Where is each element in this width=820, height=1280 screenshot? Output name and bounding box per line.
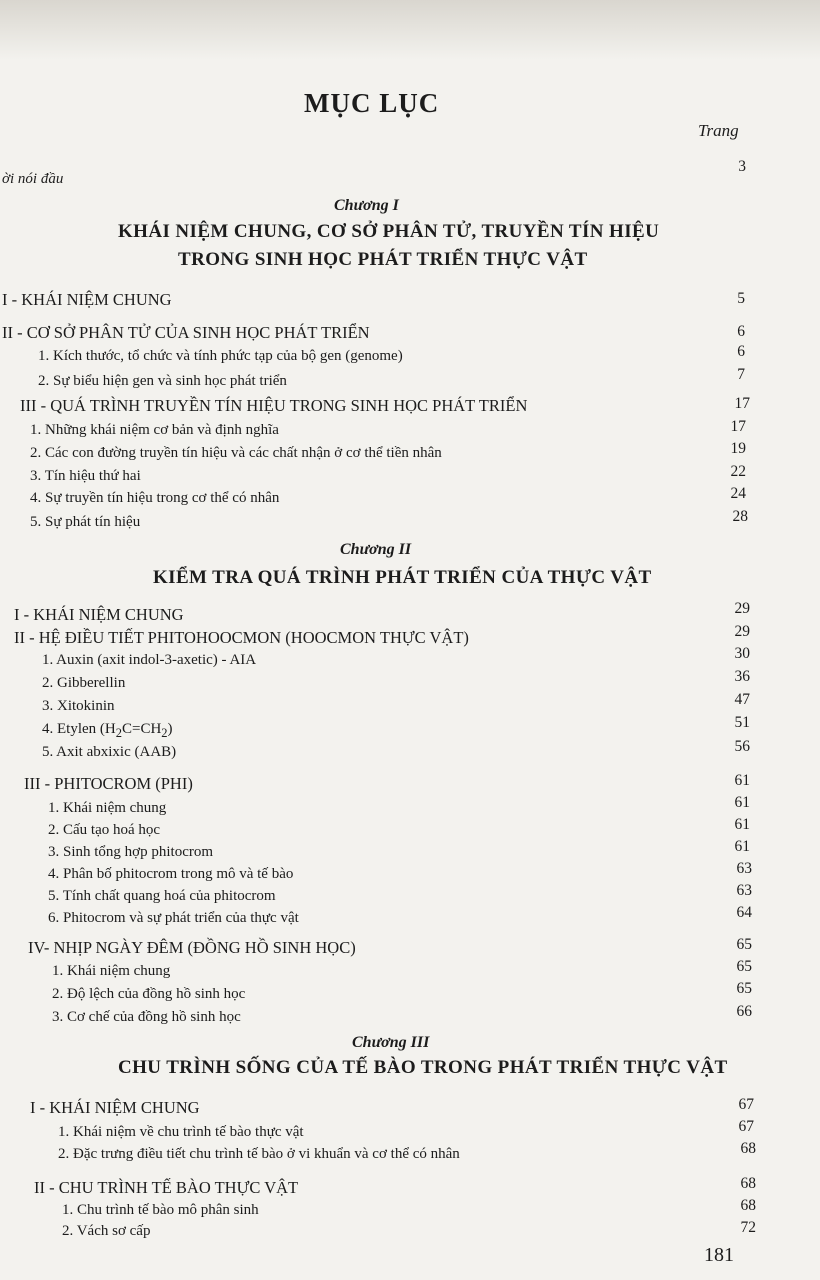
toc-item: 4. Phân bố phitocrom trong mô và tế bào (48, 866, 294, 882)
formula-subscript: 2 (115, 726, 122, 740)
toc-item: 6. Phitocrom và sự phát triển của thực vật (48, 910, 299, 926)
toc-page-number: 66 (736, 1003, 752, 1020)
toc-item: 5. Sự phát tín hiệu (30, 514, 141, 530)
toc-page-number: 72 (740, 1219, 756, 1236)
chapter-1-title-line-1: KHÁI NIỆM CHUNG, CƠ SỞ PHÂN TỬ, TRUYỀN TÍN HIỆU (118, 221, 660, 242)
toc-item: 1. Khái niệm chung (52, 963, 171, 979)
toc-item: 2. Cấu tạo hoá học (48, 822, 161, 838)
toc-item: 1. Khái niệm chung (48, 800, 167, 816)
toc-page-number: 6 (737, 323, 745, 340)
page-column-label: Trang (698, 121, 739, 140)
toc-intro-label: ời nói đầu (2, 171, 64, 187)
toc-page-number: 67 (738, 1096, 754, 1113)
toc-page-number: 19 (730, 440, 746, 457)
toc-page-number: 28 (732, 508, 748, 525)
toc-item: 2. Các con đường truyền tín hiệu và các chất nhận ở cơ thể tiền nhân (30, 445, 442, 461)
toc-page-number: 61 (734, 816, 750, 833)
page-top-shadow (0, 0, 820, 60)
toc-item: 3. Tín hiệu thứ hai (30, 468, 141, 484)
toc-page-number: 17 (734, 395, 750, 412)
chapter-2-title: KIỂM TRA QUÁ TRÌNH PHÁT TRIỂN CỦA THỰC VẬT (153, 567, 652, 588)
toc-page-number: 61 (734, 794, 750, 811)
toc-item: 2. Độ lệch của đồng hồ sinh học (52, 986, 246, 1002)
toc-page-number: 7 (737, 366, 745, 383)
toc-section: I - KHÁI NIỆM CHUNG (14, 605, 184, 624)
toc-page-number: 5 (737, 290, 745, 307)
toc-page-number: 65 (736, 980, 752, 997)
page-number-footer: 181 (704, 1244, 734, 1266)
toc-item: 3. Xitokinin (42, 698, 115, 714)
toc-page-number: 68 (740, 1197, 756, 1214)
toc-item: 3. Sinh tổng hợp phitocrom (48, 844, 214, 860)
toc-item: 2. Sự biểu hiện gen và sinh học phát triển (38, 373, 287, 389)
toc-page-number: 63 (736, 860, 752, 877)
page-title: MỤC LỤC (304, 88, 440, 118)
toc-page-number: 63 (736, 882, 752, 899)
toc-page-number: 22 (730, 463, 746, 480)
chapter-1-title-line-2: TRONG SINH HỌC PHÁT TRIỂN THỰC VẬT (178, 249, 588, 270)
toc-item: 1. Những khái niệm cơ bản và định nghĩa (30, 422, 279, 438)
toc-item: 2. Vách sơ cấp (62, 1223, 151, 1239)
chapter-1-heading: Chương I (334, 197, 399, 214)
toc-item: 1. Auxin (axit indol-3-axetic) - AIA (42, 652, 257, 668)
toc-item: 1. Kích thước, tổ chức và tính phức tạp của bộ gen (genome) (38, 348, 403, 364)
chapter-3-heading: Chương III (352, 1034, 430, 1051)
toc-item: 2. Đặc trưng điều tiết chu trình tế bào ở vi khuẩn và cơ thể có nhân (58, 1146, 460, 1162)
toc-section: I - KHÁI NIỆM CHUNG (2, 290, 172, 309)
toc-page-number: 30 (734, 645, 750, 662)
toc-intro-page: 3 (738, 158, 746, 175)
toc-page-number: 65 (736, 958, 752, 975)
toc-page-number: 51 (734, 714, 750, 731)
toc-page-number: 24 (730, 485, 746, 502)
formula-part: ) (167, 721, 173, 737)
toc-page-number: 68 (740, 1175, 756, 1192)
formula-part: C=CH (121, 721, 162, 737)
toc-page-number: 64 (736, 904, 752, 921)
toc-item: 1. Chu trình tế bào mô phân sinh (62, 1202, 259, 1218)
toc-item: 1. Khái niệm về chu trình tế bào thực vật (58, 1124, 304, 1140)
toc-page-number: 17 (730, 418, 746, 435)
toc-page-number: 29 (734, 600, 750, 617)
chapter-2-heading: Chương II (340, 541, 412, 558)
toc-page-number: 36 (734, 668, 750, 685)
toc-section: IV- NHỊP NGÀY ĐÊM (ĐỒNG HỒ SINH HỌC) (28, 938, 356, 957)
toc-page-number: 67 (738, 1118, 754, 1135)
toc-page-number: 65 (736, 936, 752, 953)
formula-subscript: 2 (161, 726, 168, 740)
toc-section: III - QUÁ TRÌNH TRUYỀN TÍN HIỆU TRONG SINH HỌC PHÁT TRIỂN (20, 396, 528, 415)
toc-page-number: 61 (734, 772, 750, 789)
toc-section: I - KHÁI NIỆM CHUNG (30, 1098, 200, 1117)
toc-item: 3. Cơ chế của đồng hồ sinh học (52, 1009, 241, 1025)
chapter-3-title: CHU TRÌNH SỐNG CỦA TẾ BÀO TRONG PHÁT TRIỂN THỰC VẬT (118, 1057, 728, 1078)
toc-section: II - HỆ ĐIỀU TIẾT PHITOHOOCMON (HOOCMON THỰC VẬT) (14, 628, 469, 647)
toc-page-number: 6 (737, 343, 745, 360)
toc-section: II - CHU TRÌNH TẾ BÀO THỰC VẬT (34, 1178, 299, 1197)
toc-section: III - PHITOCROM (PHI) (24, 774, 193, 793)
toc-item: 5. Axit abxixic (AAB) (42, 744, 177, 760)
toc-page-number: 47 (734, 691, 750, 708)
toc-item: 5. Tính chất quang hoá của phitocrom (48, 888, 276, 904)
toc-page-number: 56 (734, 738, 750, 755)
toc-page-number: 61 (734, 838, 750, 855)
toc-item: 4. Sự truyền tín hiệu trong cơ thể có nhân (30, 490, 280, 506)
formula-part: 4. Etylen (H (42, 721, 116, 737)
toc-page-number: 29 (734, 623, 750, 640)
toc-item-formula (42, 721, 173, 741)
toc-page-number: 68 (740, 1140, 756, 1157)
toc-section: II - CƠ SỞ PHÂN TỬ CỦA SINH HỌC PHÁT TRIỂN (2, 323, 370, 342)
toc-item: 2. Gibberellin (42, 675, 126, 691)
